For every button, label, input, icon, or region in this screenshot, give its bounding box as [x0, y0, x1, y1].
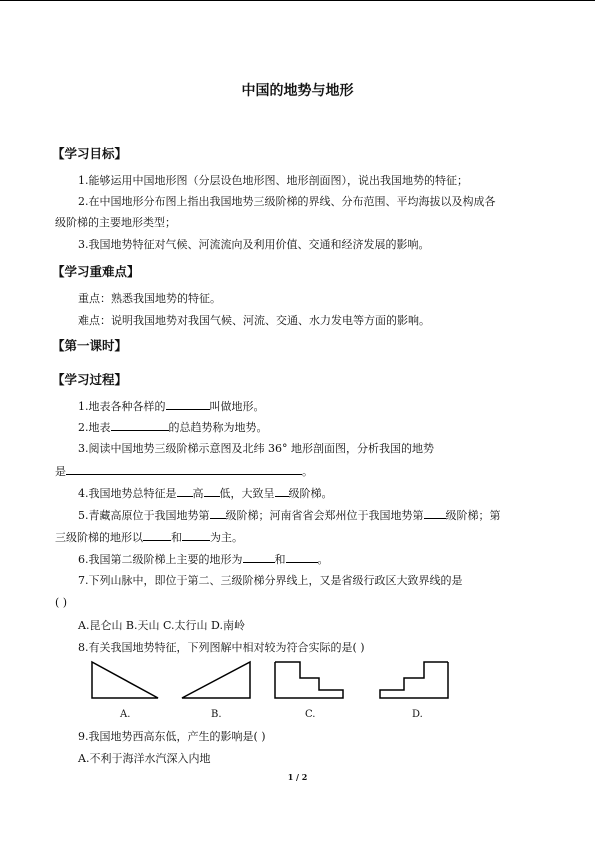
- goal-3: 3.我国地势特征对气候、河流流向及利用价值、交通和经济发展的影响。: [78, 238, 430, 251]
- answer-blank[interactable]: [182, 530, 210, 541]
- goal-2a: 2.在中国地形分布图上指出我国地势三级阶梯的界线、分布范围、平均海拔以及构成各: [78, 195, 496, 208]
- answer-blank[interactable]: [243, 552, 275, 563]
- answer-blank[interactable]: [177, 486, 193, 497]
- question-7: 7.下列山脉中，即位于第二、三级阶梯分界线上，又是省级行政区大致界线的是: [78, 574, 463, 587]
- question-9: 9.我国地势西高东低，产生的影响是( ): [78, 730, 266, 743]
- question-9-option-a: A.不利于海洋水汽深入内地: [78, 752, 211, 765]
- diagram-label-d: D.: [412, 709, 423, 720]
- question-7-options: A.昆仑山 B.天山 C.太行山 D.南岭: [78, 619, 245, 632]
- question-3: 3.阅读中国地势三级阶梯示意图及北纬 36° 地形剖面图，分析我国的地势: [78, 442, 434, 455]
- diagram-label-b: B.: [211, 709, 222, 720]
- page-title: 中国的地势与地形: [241, 83, 354, 99]
- question-2: 2.地表 的总趋势称为地势。: [78, 421, 268, 434]
- answer-blank[interactable]: [275, 486, 289, 497]
- section-heading-process: 【学习过程】: [52, 372, 128, 387]
- question-3-answer: 是 。: [55, 465, 313, 478]
- goal-2b: 级阶梯的主要地形类型；: [55, 216, 176, 229]
- diagram-label-a: A.: [120, 709, 131, 720]
- question-6: 6.我国第二级阶梯上主要的地形为 和 。: [78, 553, 329, 566]
- diagram-b: [180, 660, 252, 700]
- section-heading-goals: 【学习目标】: [52, 146, 128, 161]
- answer-blank[interactable]: [66, 464, 302, 475]
- answer-blank[interactable]: [204, 486, 220, 497]
- question-1: 1.地表各种各样的 叫做地形。: [78, 400, 265, 413]
- answer-blank[interactable]: [111, 420, 169, 431]
- diagram-c: [273, 660, 345, 700]
- answer-blank[interactable]: [424, 508, 446, 519]
- diagram-label-c: C.: [305, 709, 316, 720]
- answer-blank[interactable]: [143, 530, 171, 541]
- diagram-a: [90, 660, 160, 700]
- question-5-cont: 三级阶梯的地形以 和 为主。: [55, 531, 243, 544]
- page-number: 1 / 2: [287, 772, 308, 782]
- section-heading-key-points: 【学习重难点】: [52, 264, 140, 279]
- key-focus: 重点：熟悉我国地势的特征。: [78, 292, 221, 305]
- key-difficulty: 难点：说明我国地势对我国气候、河流、交通、水力发电等方面的影响。: [78, 314, 430, 327]
- goal-1: 1.能够运用中国地形图（分层设色地形图、地形剖面图），说出我国地势的特征；: [78, 174, 468, 187]
- question-5: 5.青藏高原位于我国地势第 级阶梯；河南省省会郑州位于我国地势第 级阶梯；第: [78, 509, 501, 522]
- answer-blank[interactable]: [210, 508, 226, 519]
- answer-blank[interactable]: [286, 552, 318, 563]
- question-8: 8.有关我国地势特征，下列图解中相对较为符合实际的是( ): [78, 641, 365, 654]
- answer-blank[interactable]: [166, 399, 210, 410]
- section-heading-lesson: 【第一课时】: [52, 338, 128, 353]
- question-4: 4.我国地势总特征是 高 低，大致呈 级阶梯。: [78, 487, 333, 500]
- top-rule: [0, 0, 595, 1]
- question-7-bracket: ( ): [55, 596, 68, 609]
- diagram-d: [378, 660, 450, 700]
